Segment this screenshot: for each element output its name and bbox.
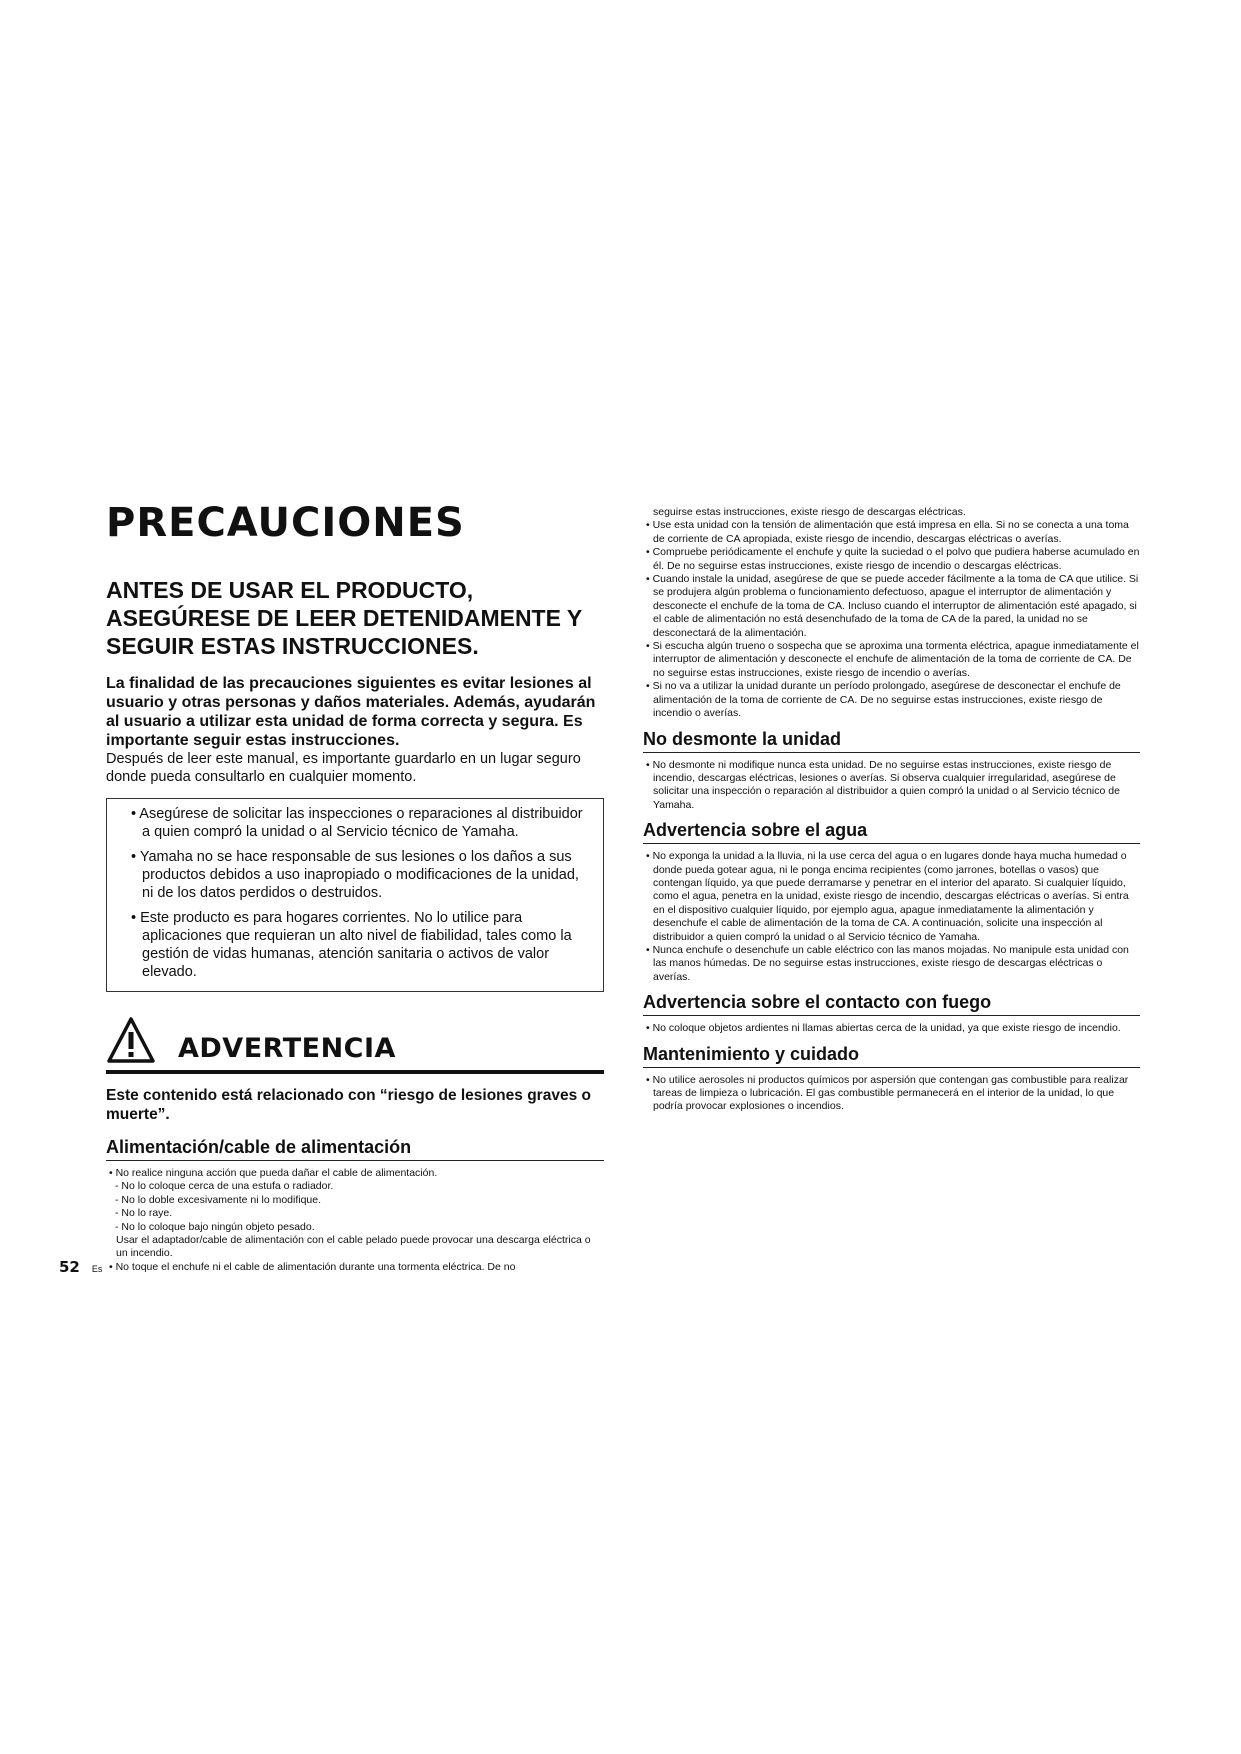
bullet-item: • No utilice aerosoles ni productos químicos por aspersión que contengan gas combustible para realizar tareas de limpieza o lubricación. El gas combustible permanecerá en el interior de la unidad, lo que podría provocar explosiones o incendios. [646, 1073, 1129, 1113]
section-heading-maintenance: Mantenimiento y cuidado [643, 1043, 1140, 1068]
page-subtitle: ANTES DE USAR EL PRODUCTO, ASEGÚRESE DE LEER DETENIDAMENTE Y SEGUIR ESTAS INSTRUCCIONES. [106, 577, 582, 659]
disassembly-bullets [643, 759, 1140, 813]
bullet-item: • No realice ninguna acción que pueda dañar el cable de alimentación. [109, 1167, 438, 1179]
power-extra-text: Usar el adaptador/cable de alimentación con el cable pelado puede provocar una descarga eléctrica o un incendio. [116, 1234, 591, 1260]
power-bullets-continued [643, 519, 1140, 720]
section-heading-water: Advertencia sobre el agua [643, 819, 1140, 844]
page-language: Es [91, 1264, 103, 1274]
page-number: 52 [59, 1258, 80, 1276]
sub-item: - No lo coloque bajo ningún objeto pesado. [115, 1220, 315, 1233]
continuation-text: seguirse estas instrucciones, existe riesgo de descargas eléctricas. [653, 506, 966, 518]
bullet-item: • No desmonte ni modifique nunca esta unidad. De no seguirse estas instrucciones, existe riesgo de incendio, descargas eléctricas, lesiones o averías. Si observa cualquier irregularidad, asegúrese de solicitar una inspección o reparación al distribuidor a quien compró la unidad o al Servicio técnico de Yamaha. [646, 758, 1120, 811]
power-subitems [106, 1180, 604, 1234]
section-heading-disassembly: No desmonte la unidad [643, 728, 1140, 753]
section-heading-fire: Advertencia sobre el contacto con fuego [643, 991, 1140, 1016]
power-bullets-2 [106, 1261, 604, 1274]
warning-triangle-icon [106, 1016, 156, 1066]
power-bullets [106, 1167, 604, 1180]
intro-bold-text: La finalidad de las precauciones siguientes es evitar lesiones al usuario y otras personas y daños materiales. Además, ayudarán al usuario a utilizar esta unidad de forma correcta y segura. Es importante seguir estas instrucciones. [106, 675, 596, 749]
bullet-item: • Si no va a utilizar la unidad durante un período prolongado, asegúrese de desconectar el enchufe de alimentación de la toma de corriente de CA. De no seguirse estas instrucciones, existe riesgo de incendio o averías. [646, 680, 1121, 720]
notice-item: • Este producto es para hogares corrientes. No lo utilice para aplicaciones que requieran un alto nivel de fiabilidad, tales como la gestión de vidas humanas, atención sanitaria o activos de valor elevado. [131, 910, 572, 980]
warning-title: ADVERTENCIA [178, 1033, 396, 1064]
left-column [106, 500, 604, 1274]
notice-item: • Asegúrese de solicitar las inspecciones o reparaciones al distribuidor a quien compró la unidad o al Servicio técnico de Yamaha. [131, 806, 583, 840]
warning-description: Este contenido está relacionado con “riesgo de lesiones graves o muerte”. [106, 1087, 591, 1123]
water-bullets [643, 850, 1140, 984]
sub-item: - No lo raye. [115, 1207, 173, 1220]
bullet-item: • Si escucha algún trueno o sospecha que se aproxima una tormenta eléctrica, apague inmediatamente el interruptor de alimentación y desconecte el enchufe de alimentación de la toma de corriente de CA. De no seguirse estas instrucciones, existe riesgo de incendio o averías. [646, 640, 1139, 679]
bullet-item: • Use esta unidad con la tensión de alimentación que está impresa en ella. Si no se conecta a una toma de corriente de CA apropiada, existe riesgo de incendio, descargas eléctricas o averías. [646, 519, 1129, 545]
bullet-item: • No exponga la unidad a la lluvia, ni la use cerca del agua o en lugares donde haya mucha humedad o donde pueda gotear agua, ni le ponga encima recipientes (como jarrones, botellas o vasos) que contengan líquido, ya que puede derramarse y penetrar en el interior del aparato. Si cualquier líquido, como el agua, penetra en la unidad, existe riesgo de incendio, descargas eléctricas o averías. Si entra en el dispositivo cualquier líquido, por ejemplo agua, apague inmediatamente la alimentación y desenchufe el cable de alimentación de la toma de CA. A continuación, solicite una inspección al distribuidor a quien compró la unidad o al Servicio técnico de Yamaha. [646, 850, 1129, 943]
maintenance-bullets [643, 1074, 1140, 1114]
notice-box [106, 798, 604, 992]
page-footer [59, 1258, 102, 1276]
bullet-item: • Cuando instale la unidad, asegúrese de que se puede acceder fácilmente a la toma de CA que utilice. Si se produjera algún problema o funcionamiento defectuoso, apague el interruptor de alimentación y desconecte el enchufe de la toma de CA. Incluso cuando el interruptor de alimentación esté apagado, si el cable de alimentación no está desenchufado de la toma de CA de la pared, la unidad no se desconectará de la alimentación. [646, 573, 1139, 639]
sub-item: - No lo coloque cerca de una estufa o radiador. [115, 1180, 334, 1193]
section-heading-power: Alimentación/cable de alimentación [106, 1136, 604, 1161]
sub-item: - No lo doble excesivamente ni lo modifique. [115, 1193, 322, 1206]
fire-bullets [643, 1022, 1140, 1035]
right-column [643, 506, 1140, 1114]
bullet-item: • No coloque objetos ardientes ni llamas abiertas cerca de la unidad, ya que existe riesgo de incendio. [646, 1022, 1121, 1035]
bullet-item: • No toque el enchufe ni el cable de alimentación durante una tormenta eléctrica. De no [109, 1260, 516, 1273]
bullet-item: • Nunca enchufe o desenchufe un cable eléctrico con las manos mojadas. No manipule esta unidad con las manos húmedas. De no seguirse estas instrucciones, existe riesgo de descargas eléctricas o averías. [646, 943, 1129, 983]
warning-header [106, 1016, 604, 1074]
notice-item: • Yamaha no se hace responsable de sus lesiones o los daños a sus productos debidos a uso inapropiado o modificaciones de la unidad, ni de los datos perdidos o destruidos. [131, 849, 579, 901]
bullet-item: • Compruebe periódicamente el enchufe y quite la suciedad o el polvo que pudiera haberse acumulado en él. De no seguirse estas instrucciones, existe riesgo de incendio o descargas eléctricas. [646, 546, 1140, 572]
page-title: PRECAUCIONES [106, 500, 465, 546]
intro-text: Después de leer este manual, es importante guardarlo en un lugar seguro donde pueda consultarlo en cualquier momento. [106, 751, 581, 785]
